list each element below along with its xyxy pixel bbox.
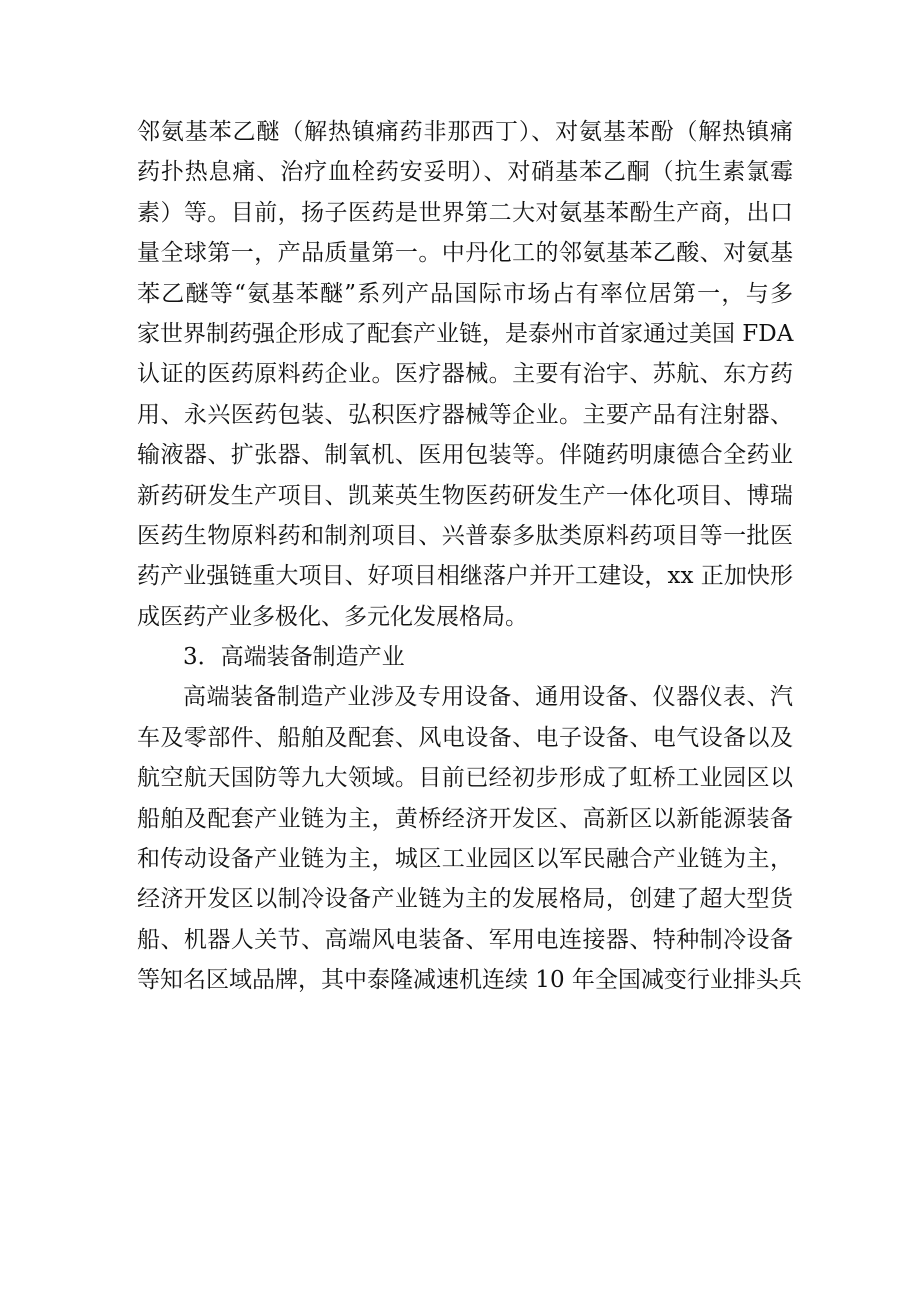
paragraph-1-line-last: 成医药产业多极化、多元化发展格局。 bbox=[137, 603, 528, 630]
paragraph-2-line: 船、机器人关节、高端风电装备、军用电连接器、特种制冷设备 bbox=[137, 926, 793, 953]
paragraph-1-line: 量全球第一，产品质量第一。中丹化工的邻氨基苯乙酸、对氨基 bbox=[137, 240, 793, 267]
paragraph-1-line: 医药生物原料药和制剂项目、兴普泰多肽类原料药项目等一批医 bbox=[137, 522, 793, 549]
body-text bbox=[137, 112, 802, 1001]
paragraph-1-line: 新药研发生产项目、凯莱英生物医药研发生产一体化项目、博瑞 bbox=[137, 482, 793, 509]
paragraph-1-line: 邻氨基苯乙醚（解热镇痛药非那西丁）、对氨基苯酚（解热镇痛 bbox=[137, 119, 793, 145]
paragraph-2-line: 经济开发区以制冷设备产业链为主的发展格局，创建了超大型货 bbox=[137, 886, 793, 913]
paragraph-1-line: 家世界制药强企形成了配套产业链，是泰州市首家通过美国 FDA bbox=[137, 320, 794, 347]
paragraph-1-line: 用、永兴医药包装、弘积医疗器械等企业。主要产品有注射器、 bbox=[137, 401, 793, 428]
paragraph-1-line: 输液器、扩张器、制氧机、医用包装等。伴随药明康德合全药业 bbox=[137, 442, 793, 469]
section-heading: 3．高端装备制造产业 bbox=[183, 644, 405, 671]
paragraph-1-line: 药产业强链重大项目、好项目相继落户并开工建设，xx 正加快形 bbox=[137, 563, 793, 590]
paragraph-2-line-first: 高端装备制造产业涉及专用设备、通用设备、仪器仪表、汽 bbox=[183, 684, 793, 711]
paragraph-1-line: 素）等。目前，扬子医药是世界第二大对氨基苯酚生产商，出口 bbox=[137, 199, 793, 226]
paragraph-1-line: 苯乙醚等“氨基苯醚”系列产品国际市场占有率位居第一，与多 bbox=[137, 280, 793, 307]
paragraph-2-line: 船舶及配套产业链为主，黄桥经济开发区、高新区以新能源装备 bbox=[137, 805, 793, 832]
paragraph-2-line: 等知名区域品牌，其中泰隆减速机连续 10 年全国减变行业排头兵 bbox=[137, 967, 802, 994]
paragraph-2-line: 航空航天国防等九大领域。目前已经初步形成了虹桥工业园区以 bbox=[137, 765, 793, 792]
paragraph-1-line: 认证的医药原料药企业。医疗器械。主要有治宇、苏航、东方药 bbox=[137, 361, 793, 388]
paragraph-2-line: 车及零部件、船舶及配套、风电设备、电子设备、电气设备以及 bbox=[137, 724, 793, 751]
paragraph-1-line: 药扑热息痛、治疗血栓药安妥明）、对硝基苯乙酮（抗生素氯霉 bbox=[137, 159, 793, 186]
paragraph-2-line: 和传动设备产业链为主，城区工业园区以军民融合产业链为主， bbox=[137, 846, 793, 873]
